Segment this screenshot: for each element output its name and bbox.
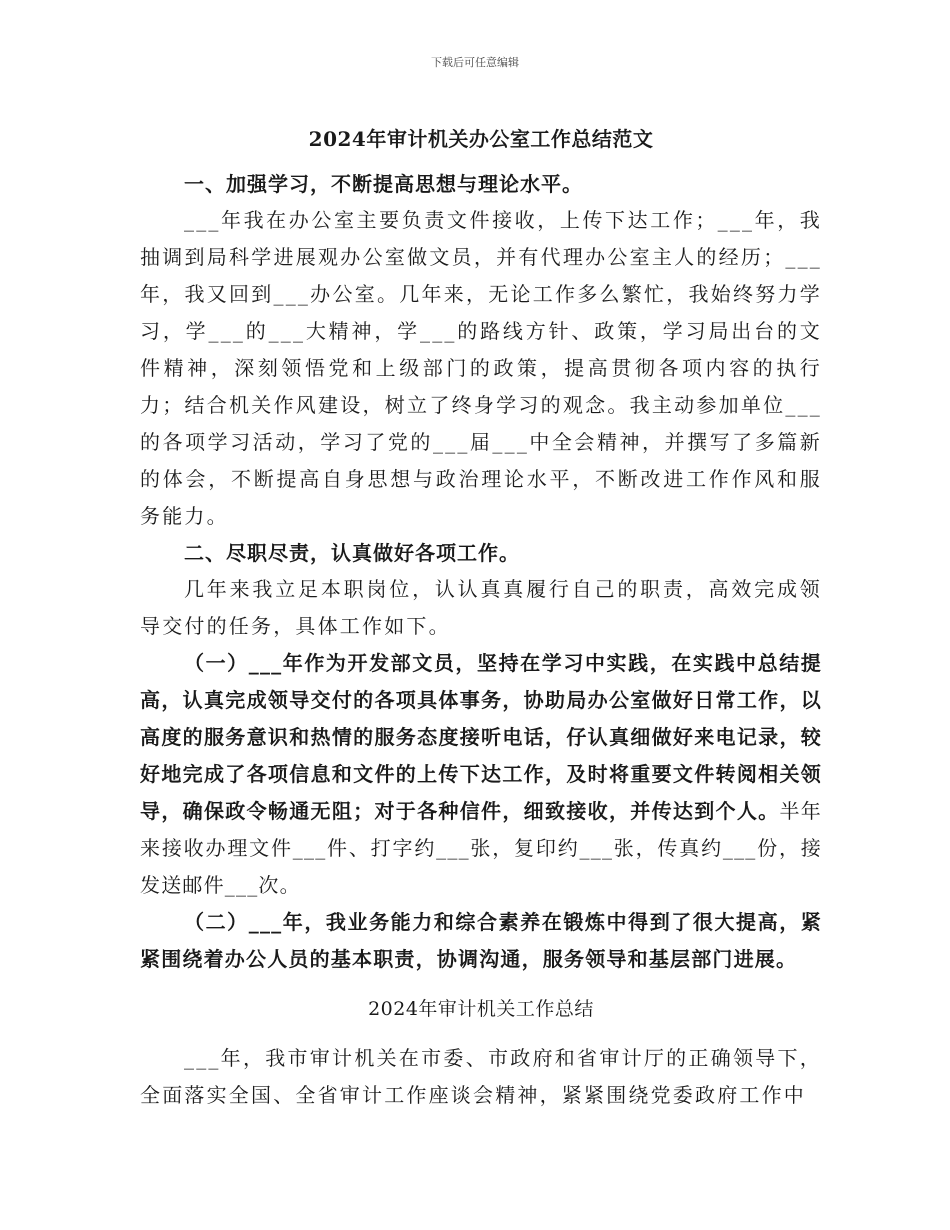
item-1-paragraph: [140, 645, 822, 904]
item-1-normal-text: 半年来接收办理文件___件、打字约___张，复印约___张，传真约___份，接发送邮件___次。: [140, 799, 823, 897]
item-2-bold-text: （二）___年，我业务能力和综合素养在锻炼中得到了很大提高，紧紧围绕着办公人员的基本职责，协调沟通，服务领导和基层部门进展。: [140, 910, 822, 971]
download-note: 下载后可任意编辑: [431, 56, 519, 69]
section-2-paragraph: 几年来我立足本职岗位，认认真真履行自己的职责，高效完成领导交付的任务，具体工作如下。: [140, 577, 822, 638]
closing-paragraph: ___年，我市审计机关在市委、市政府和省审计厅的正确领导下，全面落实全国、全省审计工作座谈会精神，紧紧围绕党委政府工作中: [140, 1046, 822, 1107]
document-title: 2024年审计机关办公室工作总结范文: [308, 127, 654, 151]
document-body: [140, 122, 822, 1114]
section-1-paragraph: ___年我在办公室主要负责文件接收，上传下达工作；___年，我抽调到局科学进展观办公室做文员，并有代理办公室主人的经历；___年，我又回到___办公室。几年来，无论工作多么繁忙，我始终努力学习，学___的___大精神，学___的路线方针、政策，学习局出台的文件精神，深刻领悟党和上级部门的政策，提高贯彻各项内容的执行力；结合机关作风建设，树立了终身学习的观念。我主动参加单位___的各项学习活动，学习了党的___届___中全会精神，并撰写了多篇新的体会，不断提高自身思想与政治理论水平，不断改进工作作风和服务能力。: [140, 208, 822, 528]
section-1-heading: 一、加强学习，不断提高思想与理论水平。: [184, 172, 583, 196]
item-2-paragraph: [140, 904, 822, 978]
item-1-bold-text: （一）___年作为开发部文员，坚持在学习中实践，在实践中总结提高，认真完成领导交付的各项具体事务，协助局办公室做好日常工作，以高度的服务意识和热情的服务态度接听电话，仔认真细做好来电记录，较好地完成了各项信息和文件的上传下达工作，及时将重要文件转阅相关领导，确保政令畅通无阻；对于各种信件，细致接收，并传达到个人。: [140, 651, 822, 823]
section-2-heading: 二、尽职尽责，认真做好各项工作。: [184, 541, 520, 565]
second-document-title: 2024年审计机关工作总结: [368, 998, 594, 1020]
